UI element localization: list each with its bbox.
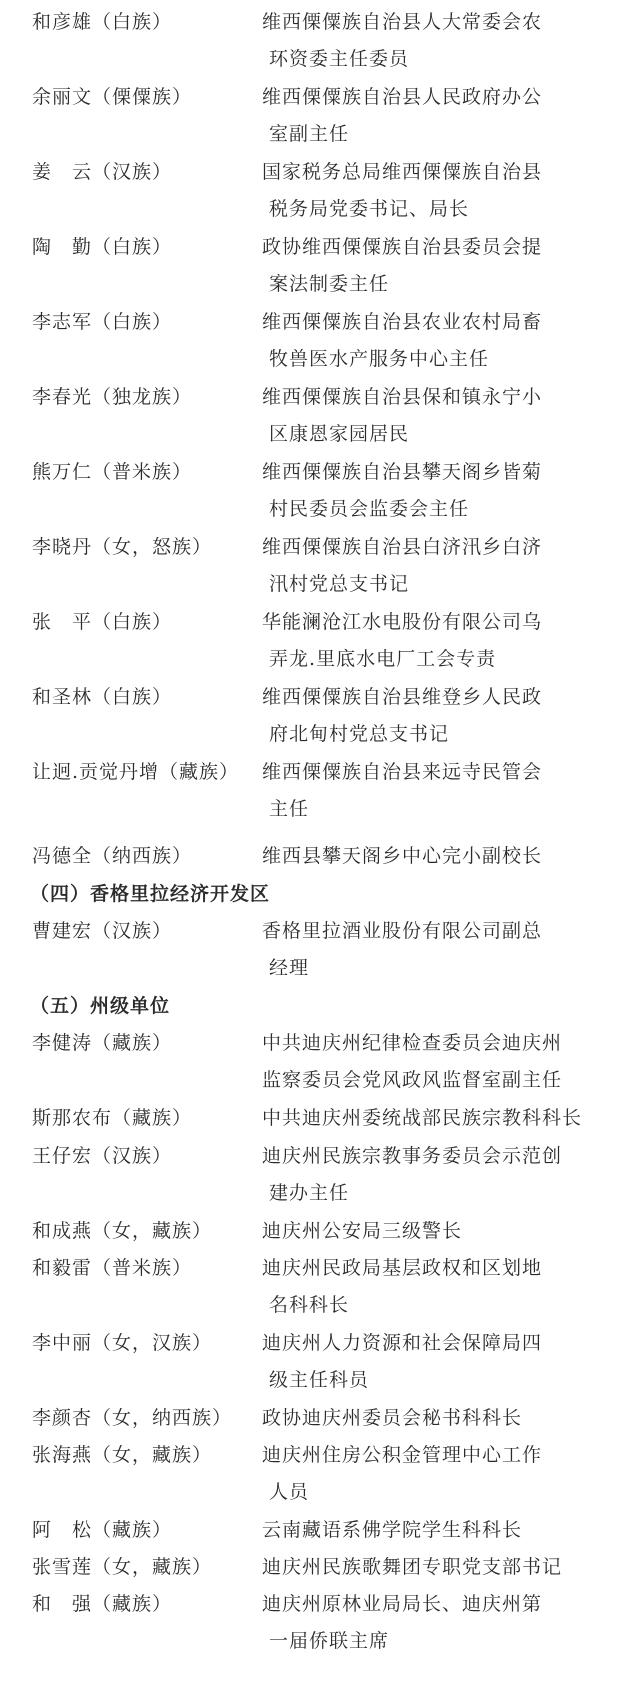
person-title: 维西傈僳族自治县来远寺民管会 主任 — [262, 761, 543, 820]
person-name: 李健涛（藏族） — [32, 1032, 173, 1054]
person-title: 政协维西傈僳族自治县委员会提 案法制委主任 — [262, 236, 543, 295]
person-name: 余丽文（傈僳族） — [32, 86, 193, 108]
person-name: 张海燕（女，藏族） — [32, 1444, 213, 1466]
person-name: 熊万仁（普米族） — [32, 461, 193, 483]
person-name: 李春光（独龙族） — [32, 386, 193, 408]
person-title: 维西傈僳族自治县人大常委会农 环资委主任委员 — [262, 11, 543, 70]
person-name: 斯那农布（藏族） — [32, 1107, 193, 1129]
person-title: 中共迪庆州委统战部民族宗教科科长 — [262, 1107, 583, 1129]
person-title: 国家税务总局维西傈僳族自治县 税务局党委书记、局长 — [262, 161, 543, 220]
person-name: 陶 勤（白族） — [32, 236, 173, 258]
person-title: 迪庆州人力资源和社会保障局四 级主任科员 — [262, 1332, 543, 1391]
person-title: 迪庆州民政局基层政权和区划地 名科科长 — [262, 1257, 543, 1316]
person-name: 和圣林（白族） — [32, 686, 173, 708]
person-title: 迪庆州住房公积金管理中心工作 人员 — [262, 1444, 543, 1503]
person-name: 和成燕（女，藏族） — [32, 1220, 213, 1242]
person-title: 维西傈僳族自治县保和镇永宁小 区康恩家园居民 — [262, 386, 543, 445]
person-title: 维西傈僳族自治县白济汛乡白济 汛村党总支书记 — [262, 536, 543, 595]
person-name: 姜 云（汉族） — [32, 161, 173, 183]
person-name: 冯德全（纳西族） — [32, 845, 193, 867]
person-title: 迪庆州公安局三级警长 — [262, 1220, 463, 1242]
person-title: 香格里拉酒业股份有限公司副总 经理 — [262, 920, 543, 979]
person-name: 李中丽（女，汉族） — [32, 1332, 213, 1354]
person-name: 曹建宏（汉族） — [32, 920, 173, 942]
person-title: 维西傈僳族自治县维登乡人民政 府北甸村党总支书记 — [262, 686, 543, 745]
person-title: 迪庆州民族歌舞团专职党支部书记 — [262, 1556, 563, 1578]
person-title: 迪庆州原林业局局长、迪庆州第 一届侨联主席 — [262, 1593, 543, 1652]
person-title: 华能澜沧江水电股份有限公司乌 弄龙.里底水电厂工会专责 — [262, 611, 543, 670]
person-title: 政协迪庆州委员会秘书科科长 — [262, 1407, 523, 1429]
section-heading: （五）州级单位 — [30, 995, 171, 1017]
person-name: 和彦雄（白族） — [32, 11, 173, 33]
section-heading: （四）香格里拉经济开发区 — [30, 883, 271, 905]
person-title: 维西傈僳族自治县人民政府办公 室副主任 — [262, 86, 543, 145]
person-name: 李晓丹（女，怒族） — [32, 536, 213, 558]
person-name: 王仔宏（汉族） — [32, 1145, 173, 1167]
person-name: 李颜杏（女，纳西族） — [32, 1407, 233, 1429]
person-name: 和毅雷（普米族） — [32, 1257, 193, 1279]
person-name: 和 强（藏族） — [32, 1593, 173, 1615]
person-title: 中共迪庆州纪律检查委员会迪庆州 监察委员会党风政风监督室副主任 — [262, 1032, 563, 1091]
person-title: 云南藏语系佛学院学生科科长 — [262, 1519, 523, 1541]
person-title: 维西傈僳族自治县攀天阁乡皆菊 村民委员会监委会主任 — [262, 461, 543, 520]
person-name: 张 平（白族） — [32, 611, 173, 633]
person-name: 张雪莲（女，藏族） — [32, 1556, 213, 1578]
person-title: 迪庆州民族宗教事务委员会示范创 建办主任 — [262, 1145, 563, 1204]
person-title: 维西傈僳族自治县农业农村局畜 牧兽医水产服务中心主任 — [262, 311, 543, 370]
person-title: 维西县攀天阁乡中心完小副校长 — [262, 845, 543, 867]
person-name: 阿 松（藏族） — [32, 1519, 173, 1541]
person-name: 让迥.贡觉丹增（藏族） — [32, 761, 240, 783]
person-name: 李志军（白族） — [32, 311, 173, 333]
